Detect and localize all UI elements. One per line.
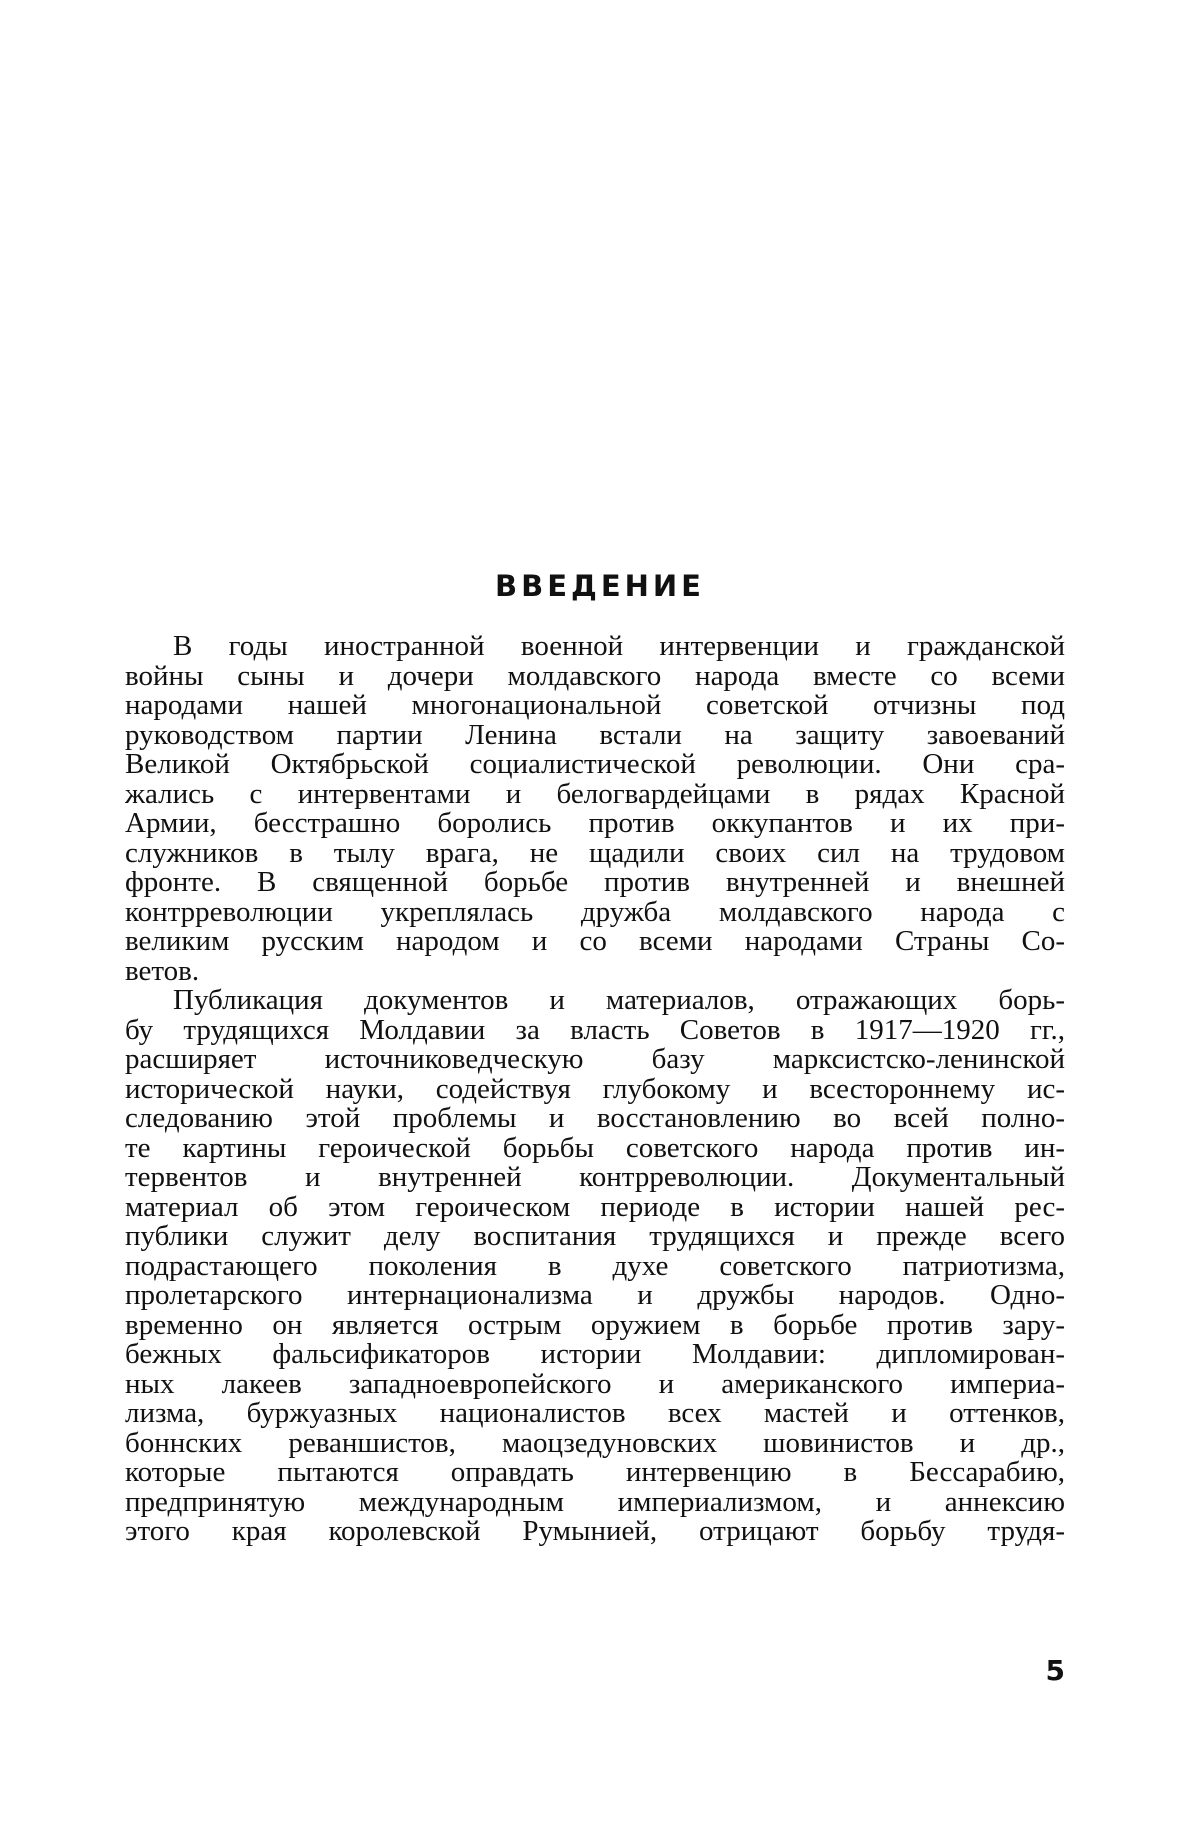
text-line: которые пытаются оправдать интервенцию в Бессарабию, bbox=[125, 1458, 1065, 1488]
text-line: лизма, буржуазных националистов всех мастей и оттенков, bbox=[125, 1399, 1065, 1429]
text-line: Великой Октябрьской социалистической революции. Они сра- bbox=[125, 750, 1065, 780]
text-line: народами нашей многонациональной советской отчизны под bbox=[125, 691, 1065, 721]
page-heading: ВВЕДЕНИЕ bbox=[494, 569, 705, 603]
paragraph bbox=[125, 632, 1065, 986]
text-line: боннских реваншистов, маоцзедуновских шовинистов и др., bbox=[125, 1428, 1065, 1458]
text-line: материал об этом героическом периоде в истории нашей рес- bbox=[125, 1192, 1065, 1222]
text-line: те картины героической борьбы советского народа против ин- bbox=[125, 1133, 1065, 1163]
text-line: исторической науки, содействуя глубокому и всестороннему ис- bbox=[125, 1074, 1065, 1104]
text-line: служников в тылу врага, не щадили своих сил на трудовом bbox=[125, 838, 1065, 868]
text-line: следованию этой проблемы и восстановлению во всей полно- bbox=[125, 1104, 1065, 1134]
text-line: ных лакеев западноевропейского и американского империа- bbox=[125, 1369, 1065, 1399]
text-line: фронте. В священной борьбе против внутренней и внешней bbox=[125, 868, 1065, 898]
text-line: публики служит делу воспитания трудящихся и прежде всего bbox=[125, 1222, 1065, 1252]
text-line: контрреволюции укреплялась дружба молдавского народа с bbox=[125, 897, 1065, 927]
body-text bbox=[125, 632, 1065, 1547]
paragraph bbox=[125, 986, 1065, 1547]
text-line: расширяет источниковедческую базу марксистско-ленинской bbox=[125, 1045, 1065, 1075]
text-line: жались с интервентами и белогвардейцами в рядах Красной bbox=[125, 779, 1065, 809]
text-line: подрастающего поколения в духе советского патриотизма, bbox=[125, 1251, 1065, 1281]
text-line: войны сыны и дочери молдавского народа вместе со всеми bbox=[125, 661, 1065, 691]
text-line: Публикация документов и материалов, отражающих борь- bbox=[173, 986, 1065, 1016]
text-line: пролетарского интернационализма и дружбы народов. Одно- bbox=[125, 1281, 1065, 1311]
text-line: предпринятую международным империализмом, и аннексию bbox=[125, 1487, 1065, 1517]
text-line: бу трудящихся Молдавии за власть Советов в 1917—1920 гг., bbox=[125, 1015, 1065, 1045]
text-line: руководством партии Ленина встали на защиту завоеваний bbox=[125, 720, 1065, 750]
text-line: этого края королевской Румынией, отрицают борьбу трудя- bbox=[125, 1517, 1065, 1547]
paragraphs bbox=[125, 632, 1065, 1547]
text-line: В годы иностранной военной интервенции и гражданской bbox=[173, 632, 1065, 662]
text-line: Армии, бесстрашно боролись против оккупантов и их при- bbox=[125, 809, 1065, 839]
text-line: тервентов и внутренней контрреволюции. Документальный bbox=[125, 1163, 1065, 1193]
text-line: ветов. bbox=[125, 956, 200, 986]
text-line: великим русским народом и со всеми народами Страны Со- bbox=[125, 927, 1065, 957]
page-number: 5 bbox=[1045, 1654, 1065, 1687]
text-line: временно он является острым оружием в борьбе против зару- bbox=[125, 1310, 1065, 1340]
text-line: бежных фальсификаторов истории Молдавии: дипломирован- bbox=[125, 1340, 1065, 1370]
